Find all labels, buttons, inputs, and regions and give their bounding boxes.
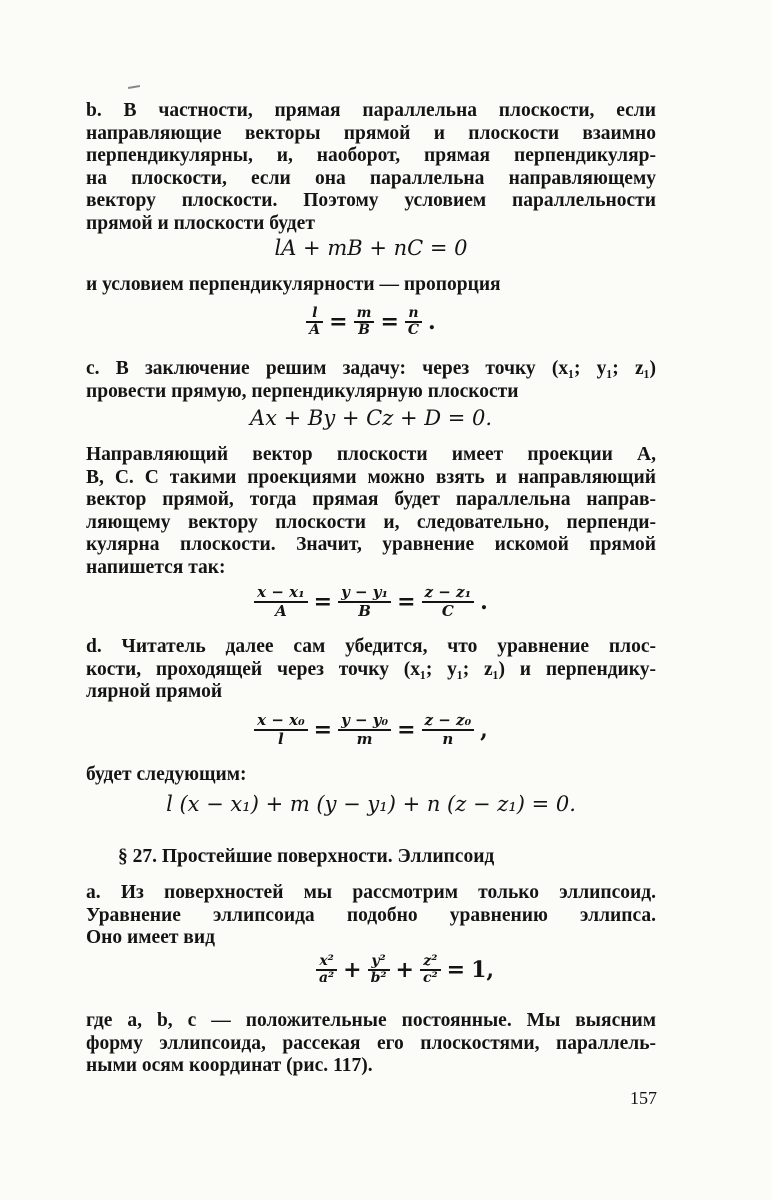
paragraph-end: [86, 1010, 656, 1078]
fraction: $\frac{l}{A}$: [306, 306, 323, 338]
fraction: $\frac{\text{x − x₁}}{A}$: [254, 584, 307, 620]
text-line: напишется так:: [86, 556, 226, 578]
equation-line0: $\frac{\text{x − x₀}}{l}$ = $\frac{\text{y − y₀}}{m}$ = $\frac{\text{z − z₀}}{n}$ ,: [86, 712, 656, 748]
fraction: $\frac{\text{y − y₀}}{m}$: [338, 712, 391, 748]
section-heading: § 27. Простейшие поверхности. Эллипсоид: [118, 846, 495, 867]
equation-plane2: l (x − x₁) + m (y − y₁) + n (z − z₁) = 0.: [166, 792, 576, 816]
fraction: $\frac{m}{B}$: [354, 306, 375, 338]
text-line: где a, b, c — положительные постоянные. Мы выясним: [86, 1010, 656, 1031]
equation-line: $\frac{\text{x − x₁}}{A}$ = $\frac{\text{y − y₁}}{B}$ = $\frac{\text{z − z₁}}{C}$ .: [86, 584, 656, 620]
fraction: $\frac{n}{C}$: [405, 306, 422, 338]
paragraph-following: [86, 764, 656, 787]
page-number: 157: [630, 1088, 657, 1108]
fraction: $\frac{\text{y²}}{\text{b²}}$: [368, 954, 390, 986]
text-line: провести прямую, перпендикулярную плоскости: [86, 380, 519, 402]
paragraph-perp: [86, 274, 656, 297]
scan-mark: [128, 85, 140, 89]
fraction: $\frac{\text{z²}}{\text{c²}}$: [420, 954, 441, 986]
text-line: Оно имеет вид: [86, 927, 215, 948]
text-line: a. Из поверхностей мы рассмотрим только эллипсоид.: [86, 882, 656, 903]
text-line: кулярна плоскости. Значит, уравнение искомой прямой: [86, 534, 656, 555]
text-line: на плоскости, если она параллельна направляющему: [86, 167, 656, 189]
text-line: вектору плоскости. Поэтому условием параллельности: [86, 190, 656, 211]
paragraph-c: [86, 358, 656, 403]
equation-parallel: lA + mB + nC = 0: [274, 236, 468, 260]
text-line: будет следующим:: [86, 764, 247, 785]
text-line: c. В заключение решим задачу: через точку (x₁; y₁; z₁): [86, 358, 656, 379]
paragraph-d: [86, 636, 656, 704]
text-line: перпендикулярны, и, наоборот, прямая перпендикуляр-: [86, 145, 656, 166]
equation-proportion: $\frac{l}{A}$ = $\frac{m}{B}$ = $\frac{n}{C}$ .: [86, 306, 656, 338]
fraction: $\frac{\text{x − x₀}}{l}$: [254, 712, 307, 748]
text-line: направляющие векторы прямой и плоскости взаимно: [86, 122, 656, 144]
text-line: кости, проходящей через точку (x₁; y₁; z₁) и перпендику-: [86, 658, 656, 680]
text-line: вектор прямой, тогда прямая будет параллельна направ-: [86, 489, 656, 510]
fraction: $\frac{\text{y − y₁}}{B}$: [338, 584, 391, 620]
text-line: Уравнение эллипсоида подобно уравнению эллипса.: [86, 904, 656, 926]
text-line: форму эллипсоида, рассекая его плоскостями, параллель-: [86, 1032, 656, 1054]
text-line: b. В частности, прямая параллельна плоскости, если: [86, 100, 656, 121]
fraction: $\frac{\text{z − z₀}}{n}$: [422, 712, 475, 748]
text-line: d. Читатель далее сам убедится, что уравнение плос-: [86, 636, 656, 657]
equation-ellipsoid: $\frac{\text{x²}}{\text{a²}}$ + $\frac{\text{y²}}{\text{b²}}$ + $\frac{\text{z²}}{\text{c²}}$ = 1,: [120, 954, 690, 986]
text-line: Направляющий вектор плоскости имеет проекции A,: [86, 444, 656, 465]
text-line: ляющему вектору плоскости и, следовательно, перпенди-: [86, 511, 656, 533]
fraction: $\frac{\text{x²}}{\text{a²}}$: [316, 954, 337, 986]
paragraph-b: [86, 100, 656, 235]
fraction: $\frac{\text{z − z₁}}{C}$: [422, 584, 475, 620]
equation-plane: Ax + By + Cz + D = 0.: [249, 406, 493, 430]
text-line: лярной прямой: [86, 681, 223, 702]
text-line: B, C. С такими проекциями можно взять и направляющий: [86, 466, 656, 488]
text-line: ными осям координат (рис. 117).: [86, 1055, 373, 1076]
paragraph-a: [86, 882, 656, 950]
text-line: прямой и плоскости будет: [86, 212, 315, 234]
paragraph-c2: [86, 444, 656, 579]
text-line: и условием перпендикулярности — пропорция: [86, 274, 501, 295]
